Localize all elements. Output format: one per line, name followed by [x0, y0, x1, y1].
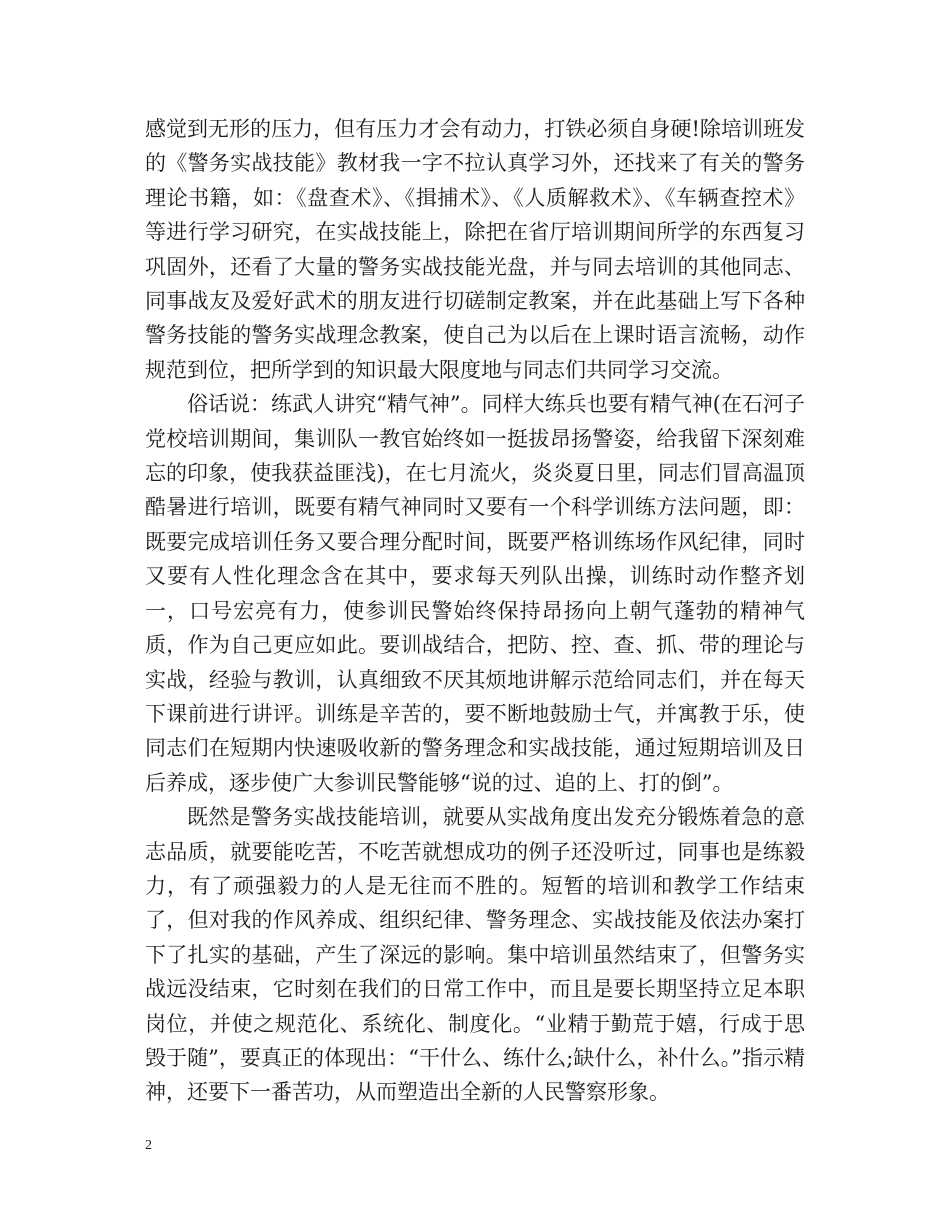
paragraph-2: 俗话说：练武人讲究“精气神”。同样大练兵也要有精气神(在石河子党校培训期间，集训队一教官始终如一挺拔昂扬警姿，给我留下深刻难忘的印象，使我获益匪浅)，在七月流火，炎炎夏日里，同志们冒高温顶酷暑进行培训，既要有精气神同时又要有一个科学训练方法问题，即：既要完成培训任务又要合理分配时间，既要严格训练场作风纪律，同时又要有人性化理念含在其中，要求每天列队出操，训练时动作整齐划一，口号宏亮有力，使参训民警始终保持昂扬向上朝气蓬勃的精神气质，作为自己更应如此。要训战结合，把防、控、查、抓、带的理论与实战，经验与教训，认真细致不厌其烦地讲解示范给同志们，并在每天下课前进行讲评。训练是辛苦的，要不断地鼓励士气，并寓教于乐，使同志们在短期内快速吸收新的警务理念和实战技能，通过短期培训及日后养成，逐步使广大参训民警能够“说的过、追的上、打的倒”。 — [145, 392, 805, 795]
page-number: 2 — [145, 1138, 152, 1153]
paragraph-3: 既然是警务实战技能培训，就要从实战角度出发充分锻炼着急的意志品质，就要能吃苦，不吃苦就想成功的例子还没听过，同事也是练毅力，有了顽强毅力的人是无往而不胜的。短暂的培训和教学工作结束了，但对我的作风养成、组织纪律、警务理念、实战技能及依法办案打下了扎实的基础，产生了深远的影响。集中培训虽然结束了，但警务实战远没结束，它时刻在我们的日常工作中，而且是要长期坚持立足本职岗位，并使之规范化、系统化、制度化。“业精于勤荒于嬉，行成于思毁于随”，要真正的体现出：“干什么、练什么;缺什么，补什么。”指示精神，还要下一番苦功，从而塑造出全新的人民警察形象。 — [145, 805, 805, 1105]
body-text — [145, 112, 805, 1110]
paragraph-1: 感觉到无形的压力，但有压力才会有动力，打铁必须自身硬!除培训班发的《警务实战技能》教材我一字不拉认真学习外，还找来了有关的警务理论书籍，如：《盘查术》、《揖捕术》、《人质解救术》、《车辆查控术》等进行学习研究，在实战技能上，除把在省厅培训期间所学的东西复习巩固外，还看了大量的警务实战技能光盘，并与同去培训的其他同志、同事战友及爱好武术的朋友进行切磋制定教案，并在此基础上写下各种警务技能的警务实战理念教案，使自己为以后在上课时语言流畅，动作规范到位，把所学到的知识最大限度地与同志们共同学习交流。 — [145, 117, 805, 382]
